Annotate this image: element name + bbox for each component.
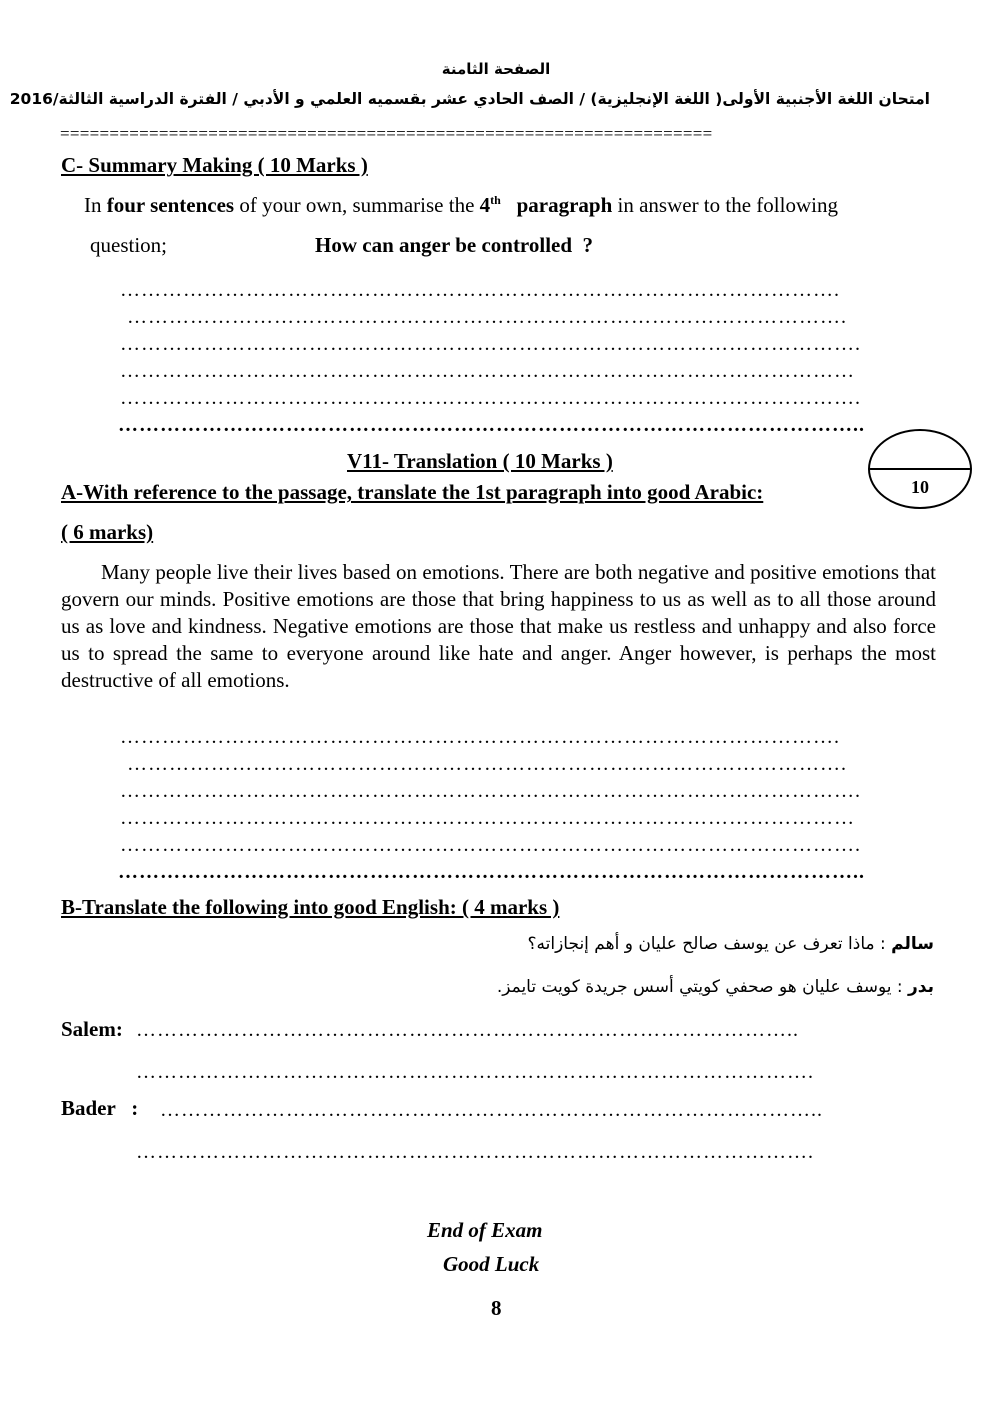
summary-instruction [84, 193, 838, 218]
summary-answer-line-1[interactable]: …………………………………………………………………………………………. [120, 279, 840, 301]
part-a-marks: ( 6 marks) [61, 520, 154, 544]
dialogue-line-salem [527, 934, 934, 954]
summary-answer-line-4[interactable]: …………………………………………………………………………………………… [120, 360, 855, 382]
instr-text-a: In [84, 193, 107, 217]
speaker-bader: بدر [908, 977, 934, 997]
dialogue-text-salem: : ماذا تعرف عن يوسف صالح عليان و أهم إنجازاته؟ [527, 934, 892, 954]
summary-answer-line-2[interactable]: …………………………………………………………………………………………. [127, 306, 847, 328]
summary-answer-line-5[interactable]: ……………………………………………………………………………………………. [120, 387, 861, 409]
translation-heading: V11- Translation ( 10 Marks ) [347, 449, 613, 473]
instr-paragraph: paragraph [516, 193, 613, 217]
exam-title: امتحان اللغة الأجنبية الأولى( اللغة الإنجليزية) / الصف الحادي عشر بقسميه العلمي و الأدبي / الفترة الدراسية الثالثة/2016 [9, 90, 930, 108]
part-a-instruction: A-With reference to the passage, translate the 1st paragraph into good Arabic: [61, 480, 764, 504]
summary-answer-line-6[interactable]: …………………………………………………………………………………………….. [118, 414, 865, 436]
summary-question: How can anger be controlled ? [315, 233, 594, 257]
score-divider [870, 468, 970, 470]
salem-answer-line-1[interactable]: ………………………………………………………………………………….. [136, 1019, 799, 1041]
question-label: question; [90, 233, 167, 257]
translation-answer-line-6[interactable]: …………………………………………………………………………………………….. [118, 861, 865, 883]
translation-answer-line-5[interactable]: ……………………………………………………………………………………………. [120, 834, 861, 856]
bader-answer-label: Bader : [61, 1096, 139, 1120]
summary-answer-line-3[interactable]: ……………………………………………………………………………………………. [120, 333, 861, 355]
instr-sup: th [490, 193, 501, 207]
translation-answer-line-4[interactable]: …………………………………………………………………………………………… [120, 807, 855, 829]
dialogue-text-bader: : يوسف عليان هو صحفي كويتي أسس جريدة كويت تايمز. [496, 977, 908, 997]
bader-answer-line-1[interactable]: ………………………………………………………………………………….. [160, 1099, 823, 1121]
part-b-instruction: B-Translate the following into good English: ( 4 marks ) [61, 895, 560, 919]
salem-answer-label: Salem: [61, 1017, 123, 1041]
separator-line: ================================================================== [60, 124, 713, 143]
passage-paragraph: Many people live their lives based on emotions. There are both negative and positive emotions that govern our minds. Positive emotions are those that bring happiness to us as well as to all those around us as love and kindness. Negative emotions are those that make us restless and unhappy and also force us to spread the same to everyone around like hate and anger. Anger however, is perhaps the most destructive of all emotions. [61, 560, 936, 692]
page-number: 8 [491, 1296, 502, 1320]
instr-num: 4 [479, 193, 491, 217]
speaker-salem: سالم [891, 934, 934, 954]
translation-answer-line-2[interactable]: …………………………………………………………………………………………. [127, 753, 847, 775]
instr-text-b: of your own, summarise the [234, 193, 480, 217]
salem-answer-line-2[interactable]: ……………………………………………………………………………………. [136, 1061, 814, 1083]
bader-answer-line-2[interactable]: ……………………………………………………………………………………. [136, 1141, 814, 1163]
score-mark: 10 [911, 477, 929, 497]
summary-heading: C- Summary Making ( 10 Marks ) [61, 153, 368, 177]
instr-four-sentences: four sentences [106, 193, 235, 217]
translation-answer-line-1[interactable]: …………………………………………………………………………………………. [120, 726, 840, 748]
end-of-exam: End of Exam [427, 1218, 543, 1242]
page-label: الصفحة الثامنة [441, 60, 551, 78]
instr-text-c: in answer to the following [612, 193, 838, 217]
good-luck: Good Luck [443, 1252, 540, 1276]
translation-answer-line-3[interactable]: ……………………………………………………………………………………………. [120, 780, 861, 802]
dialogue-line-bader [497, 977, 934, 997]
score-circle [868, 429, 972, 509]
